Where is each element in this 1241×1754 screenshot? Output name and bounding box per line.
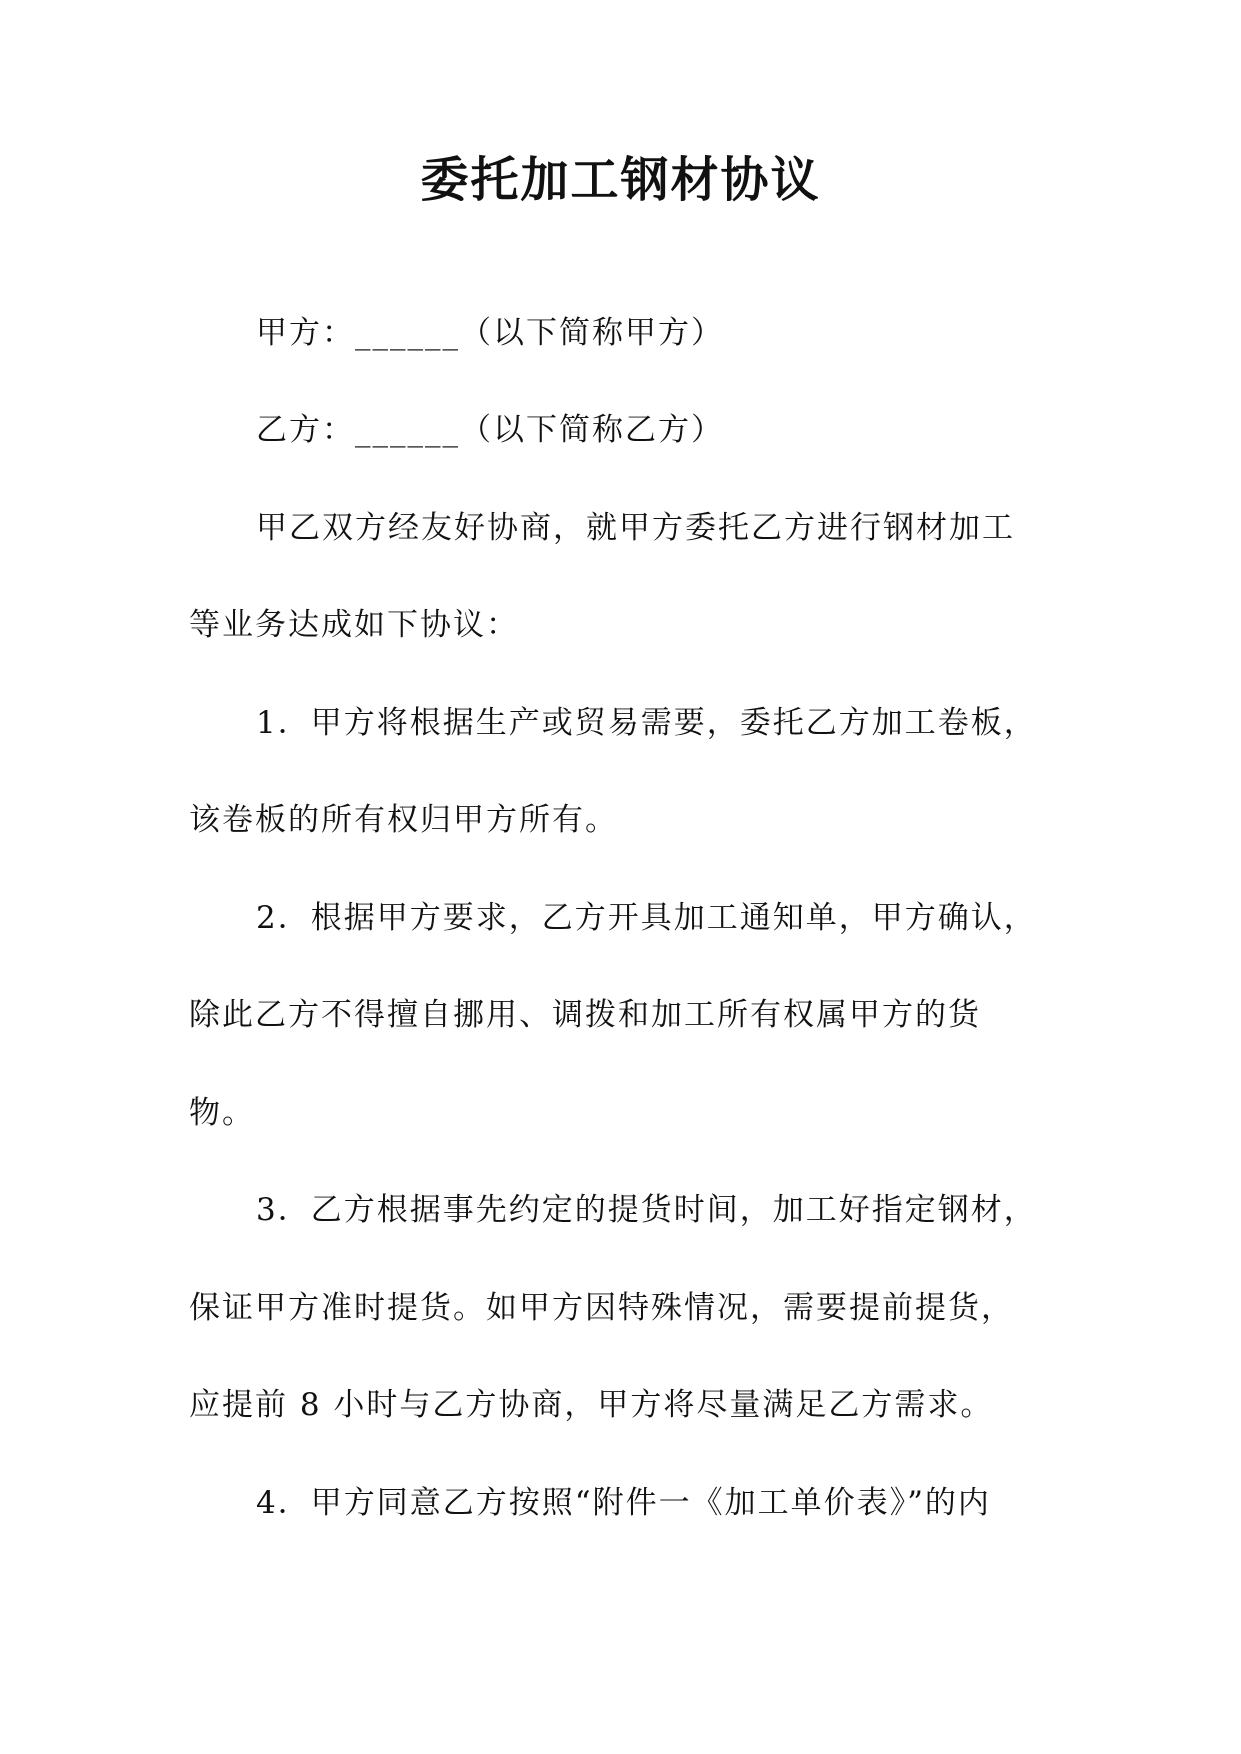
clause-2-line-3: 物。 [189,1095,255,1131]
document-title: 委托加工钢材协议 [420,152,821,208]
preamble-line-1: 甲乙双方经友好协商，就甲方委托乙方进行钢材加工 [256,510,1015,546]
clause-1-line-2: 该卷板的所有权归甲方所有。 [189,802,618,838]
party-a-line: 甲方：______（以下简称甲方） [256,315,724,351]
clause-4-line-1: 4．甲方同意乙方按照“附件一《加工单价表》”的内 [256,1485,991,1521]
clause-3-line-1: 3．乙方根据事先约定的提货时间，加工好指定钢材， [256,1192,1037,1228]
party-b-line: 乙方：______（以下简称乙方） [256,412,724,448]
clause-2-line-2: 除此乙方不得擅自挪用、调拨和加工所有权属甲方的货 [189,997,981,1033]
clause-3-line-2: 保证甲方准时提货。如甲方因特殊情况，需要提前提货， [189,1290,1014,1326]
preamble-line-2: 等业务达成如下协议： [189,607,519,643]
clause-1-line-1: 1．甲方将根据生产或贸易需要，委托乙方加工卷板， [256,705,1037,741]
clause-3-line-3: 应提前 8 小时与乙方协商，甲方将尽量满足乙方需求。 [189,1387,994,1423]
clause-2-line-1: 2．根据甲方要求，乙方开具加工通知单，甲方确认， [256,900,1037,936]
